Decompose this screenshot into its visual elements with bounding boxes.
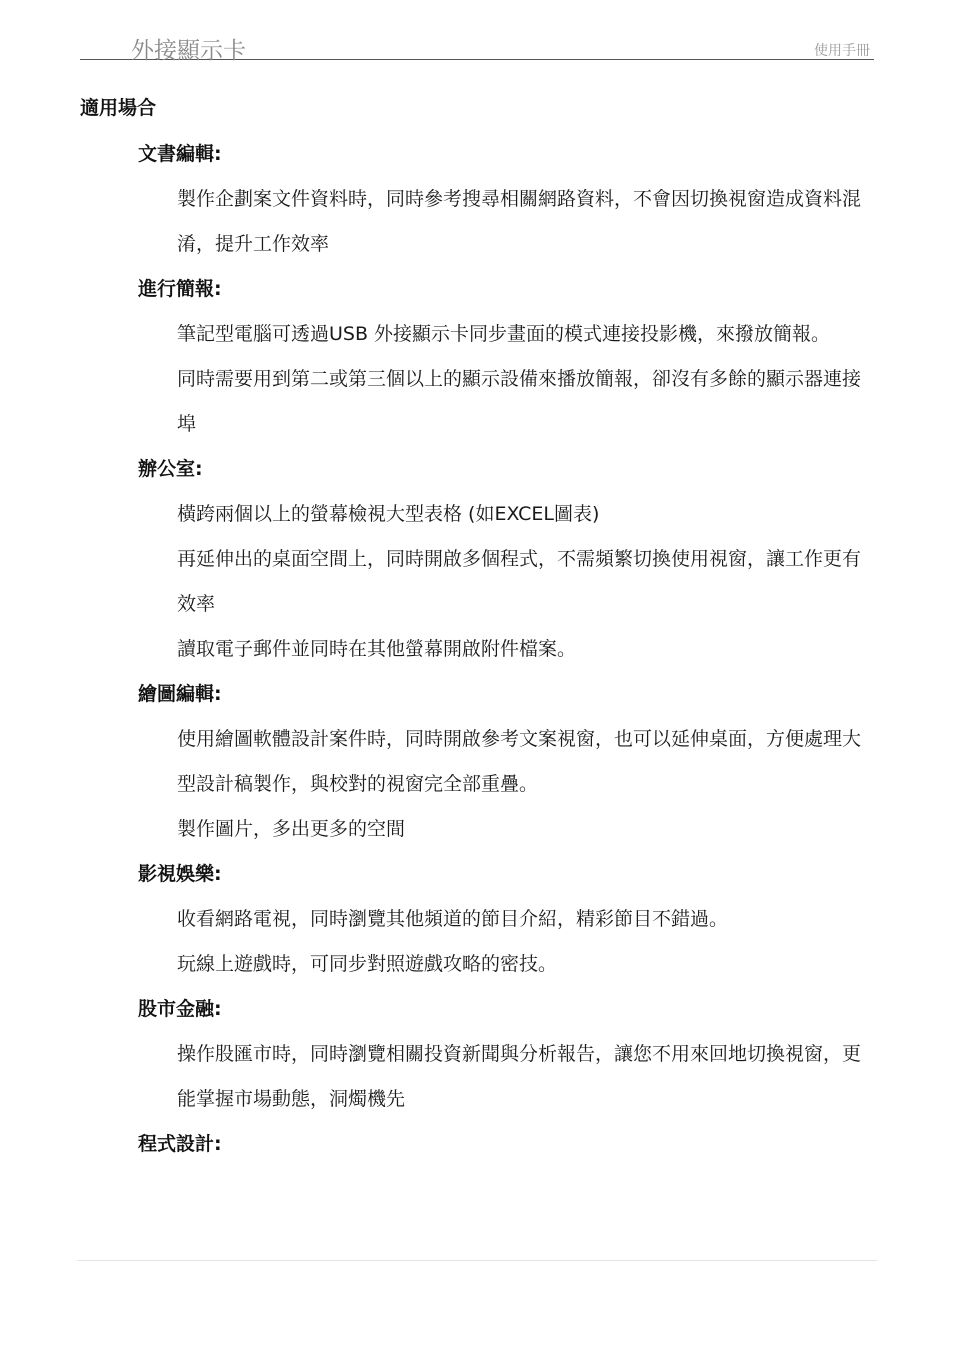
page-header <box>80 28 874 64</box>
list-item: 操作股匯市時，同時瀏覽相關投資新聞與分析報告，讓您不用來回地切換視窗，更能掌握市場動態，洞燭機先 <box>177 1043 862 1110</box>
list-item: 收看網路電視，同時瀏覽其他頻道的節目介紹，精彩節目不錯過。 <box>177 908 729 930</box>
category-office <box>0 447 954 672</box>
list-item: 製作企劃案文件資料時，同時參考搜尋相關網路資料，不會因切換視窗造成資料混淆，提升工作效率 <box>177 188 862 255</box>
category-body <box>177 717 877 852</box>
list-item: 使用繪圖軟體設計案件時，同時開啟參考文案視窗，也可以延伸桌面，方便處理大型設計稿製作，與校對的視窗完全部重疊。 <box>177 728 862 795</box>
category-title: 辦公室: <box>138 458 203 480</box>
section-heading: 適用場合 <box>80 97 157 119</box>
list-item: 製作圖片，多出更多的空間 <box>177 818 406 840</box>
list-item: 讀取電子郵件並同時在其他螢幕開啟附件檔案。 <box>177 638 577 660</box>
list-item: 同時需要用到第二或第三個以上的顯示設備來播放簡報，卻沒有多餘的顯示器連接埠 <box>177 368 862 435</box>
header-manual-label: 使用手冊 <box>814 43 870 59</box>
category-presentation <box>0 267 954 447</box>
category-title: 股市金融: <box>138 998 222 1020</box>
category-title: 進行簡報: <box>138 278 222 300</box>
category-entertainment <box>0 852 954 987</box>
category-body <box>177 1032 877 1122</box>
footer-divider <box>77 1260 877 1261</box>
header-title: 外接顯示卡 <box>131 38 246 64</box>
category-body <box>177 492 877 672</box>
list-item: 再延伸出的桌面空間上，同時開啟多個程式，不需頻繁切換使用視窗，讓工作更有效率 <box>177 548 862 615</box>
document-body <box>0 87 954 1167</box>
category-finance <box>0 987 954 1122</box>
list-item: 橫跨兩個以上的螢幕檢視大型表格 (如EXCEL圖表) <box>177 503 600 525</box>
category-body <box>177 312 877 447</box>
category-graphics-editing <box>0 672 954 852</box>
list-item: 筆記型電腦可透過USB 外接顯示卡同步畫面的模式連接投影機，來撥放簡報。 <box>177 323 831 345</box>
category-title: 繪圖編輯: <box>138 683 222 705</box>
category-title: 程式設計: <box>138 1133 222 1155</box>
category-title: 影視娛樂: <box>138 863 222 885</box>
category-word-processing <box>0 132 954 267</box>
category-body <box>177 177 877 267</box>
list-item: 玩線上遊戲時，可同步對照遊戲攻略的密技。 <box>177 953 558 975</box>
category-title: 文書編輯: <box>138 143 222 165</box>
category-programming <box>0 1122 954 1167</box>
category-body <box>177 897 877 987</box>
